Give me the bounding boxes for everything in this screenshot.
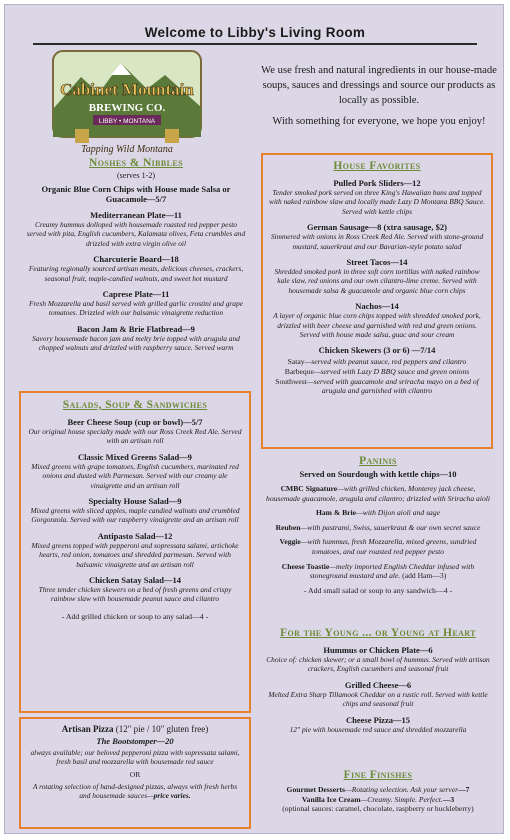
menu-item-title: Caprese Plate—11: [102, 289, 170, 300]
brewery-logo: [51, 49, 203, 155]
pizza-special: The Bootstomper—20: [96, 736, 174, 746]
menu-item-title: Nachos—14: [355, 301, 399, 312]
menu-item-desc: Tender smoked pork served on three King's Hawaiian buns and topped with naked rainbow slaw and locally made Lazy D Montana BBQ Sauce. Served with kettle chips: [269, 188, 485, 216]
section-heading: Salads, Soup & Sandwiches: [62, 399, 208, 411]
salads-section: [19, 391, 251, 713]
young-section: [265, 627, 491, 740]
menu-item-desc: Savory housemade bacon jam and melty brie topped with arugula and chopped walnuts and drizzled with raspberry sauce. Served warm: [32, 333, 240, 353]
section-heading: Paninis: [359, 455, 397, 467]
paninis-intro: Served on Sourdough with kettle chips—10: [299, 469, 457, 479]
menu-item-title: Beer Cheese Soup (cup or bowl)—5/7: [67, 417, 203, 427]
pizza-price: price varies.: [153, 791, 191, 801]
menu-item-title: Mediterranean Plate—11: [90, 210, 182, 220]
menu-item-desc: A layer of organic blue corn chips topped with shredded smoked pork, drizzled with beer cheese and garnished with red and green onions. Served with house made salsa, guac and sour cream: [273, 311, 481, 340]
panini-item: Veggie—with hummus, fresh Mozzarella, mixed greens, sundried tomatoes, and our roasted red pepper pesto: [279, 537, 477, 556]
menu-item-desc: Shredded smoked pork in three soft corn tortillas with naked rainbow kale slaw, red onions and our own cilantro-lime creme. Served with housemade salsa & guacamole and organic blue corn chips: [274, 267, 480, 295]
menu-item-desc: Mixed greens topped with pepperoni and sopressata salami, artichoke hearts, red onion, tomatoes and shredded parmesan. Served with balsamic vinaigrette and an artisan roll: [31, 540, 239, 569]
menu-item-title: Pulled Pork Sliders—12: [333, 178, 421, 188]
intro-paragraph: We use fresh and natural ingredients in our house-made soups, sauces and dressings and source our products as locally as possible.: [261, 65, 497, 106]
intro-paragraph: With something for everyone, we hope you enjoy!: [272, 116, 486, 127]
skewer-option: Barbeque—served with Lazy D BBQ sauce and green onions: [284, 367, 470, 377]
dessert-item: Gourmet Desserts—Rotating selection. Ask your server—7: [286, 785, 470, 794]
sauce-options: (optional sauces: caramel, chocolate, raspberry or huckleberry): [282, 804, 474, 814]
menu-item-desc: Simmered with onions in Ross Creek Red Ale. Served with stone-ground mustard, sauerkraut and our Bavarian-style potato salad: [270, 232, 484, 251]
intro-text: [261, 63, 497, 135]
menu-item-desc: Fresh Mozzarella and basil served with grilled garlic crostini and grape tomatoes. Drizzled with our balsamic vinaigrette reduction: [29, 299, 243, 318]
menu-item-title: Hummus or Chicken Plate—6: [323, 645, 433, 655]
pizza-size: (12" pie / 10" gluten free): [115, 724, 209, 734]
finishes-section: [265, 769, 491, 814]
paninis-section: [265, 455, 491, 595]
skewer-option: Satay—served with peanut sauce, red peppers and cilantro: [287, 357, 467, 367]
menu-item-title: Classic Mixed Greens Salad—9: [78, 451, 192, 462]
menu-item-title: Grilled Cheese—6: [344, 679, 412, 690]
pizza-rotating: A rotating selection of hand-designed pizzas, always with fresh herbs and housemade sauces—: [32, 781, 238, 801]
section-heading: House Favorites: [333, 160, 421, 172]
section-heading: Noshes & Nibbles: [89, 157, 183, 169]
section-heading: Fine Finishes: [343, 769, 413, 781]
menu-item-title: Chicken Satay Salad—14: [88, 575, 182, 586]
menu-item-title: Specialty House Salad—9: [88, 496, 182, 507]
panini-item: Ham & Brie—with Dijon aioli and sage: [315, 508, 441, 518]
menu-item-title: Street Tacos—14: [346, 257, 408, 268]
menu-item-desc: Our original house specialty made with our Ross Creek Red Ale. Served with an artisan roll: [28, 427, 242, 446]
add-on-note: - Add small salad or soup to any sandwich—4 -: [303, 585, 453, 595]
menu-item-title: Charcuterie Board—18: [93, 254, 179, 265]
menu-item-title: Antipasto Salad—12: [97, 530, 173, 541]
menu-item-title: Bacon Jam & Brie Flatbread—9: [77, 323, 195, 334]
menu-item-desc: Creamy hummus dolloped with housemade roasted red pepper pesto served with pita, English cucumbers, Kalamata olives, Feta crumbles and drizzled with extra virgin olive oil: [26, 220, 246, 248]
favorites-section: [261, 153, 493, 449]
panini-item: Reuben—with pastrami, Swiss, sauerkraut & our own secret sauce: [275, 522, 481, 532]
pizza-section: [19, 717, 251, 829]
menu-page: [4, 4, 504, 834]
panini-item: CMBC Signature—with grilled chicken, Monterey jack cheese, housemade guacamole, arugula and cilantro; drizzled with Sriracha aioli: [266, 484, 490, 503]
pizza-special-desc: always available; our beloved pepperoni pizza with sopressata salami, fresh basil and mozzarella with housemade red sauce: [30, 748, 240, 767]
menu-item-title: Chicken Skewers (3 or 6) —7/14: [318, 345, 436, 356]
menu-item-desc: Three tender chicken skewers on a bed of fresh greens and crispy rainbow slaw with housemade peanut sauce and cilantro: [38, 585, 232, 604]
menu-item-desc: Mixed greens with grape tomatoes, English cucumbers, marinated red onions and dusted with Parmesan. Served with our creamy ale vinaigrette and an artisan roll: [31, 461, 239, 490]
title-divider: [33, 43, 477, 45]
page-title: Welcome to Libby's Living Room: [144, 25, 366, 40]
logo-name: Cabinet Mountain: [60, 80, 194, 99]
add-on-note: - Add grilled chicken or soup to any salad—4 -: [61, 611, 209, 621]
menu-item-desc: Featuring regionally sourced artisan meats, delicious cheeses, crackers, seasonal fruit, maple-candied walnuts, and sweet hot mustard: [28, 264, 244, 283]
menu-item-desc: Choice of: chicken skewer; or a small bowl of hummus. Served with artisan crackers, English cucumbers and seasonal fruit: [266, 655, 490, 674]
menu-item-title: Cheese Pizza—15: [346, 714, 410, 725]
dessert-item: Vanilla Ice Cream—Creamy. Simple. Perfect.—3: [301, 794, 455, 804]
skewer-option: Southwest—served with guacamole and sriracha mayo on a bed of arugula and garnished with cilantro: [275, 376, 479, 396]
logo-sub1: BREWING CO.: [88, 102, 166, 114]
pizza-title: Artisan Pizza: [61, 724, 114, 734]
menu-item-title: German Sausage—8 (xtra sausage, $2): [306, 222, 447, 233]
logo-tagline: Tapping Wild Montana: [81, 144, 173, 155]
pizza-or: OR: [129, 769, 141, 779]
menu-item-title: Organic Blue Corn Chips with House made Salsa or Guacamole—5/7: [41, 184, 231, 204]
menu-item-desc: Mixed greens with sliced apples, maple candied walnuts and crumbled Gorgonzola. Served with our raspberry vinaigrette and an artisan roll: [30, 506, 240, 525]
menu-item-desc: Melted Extra Sharp Tillamook Cheddar on a rustic roll. Served with kettle chips and seasonal fruit: [268, 689, 488, 709]
serves-note: (serves 1-2): [117, 171, 155, 180]
menu-item-desc: 12" pie with housemade red sauce and shredded mozzarella: [289, 724, 467, 734]
noshes-section: [25, 157, 247, 359]
section-heading: For the Young ... or Young at Heart: [280, 627, 476, 639]
panini-item: Cheese Toastie—melty imported English Cheddar infused with stoneground mustard and ale. (add Ham—3): [281, 561, 475, 581]
logo-sub2: LIBBY • MONTANA: [98, 118, 156, 125]
